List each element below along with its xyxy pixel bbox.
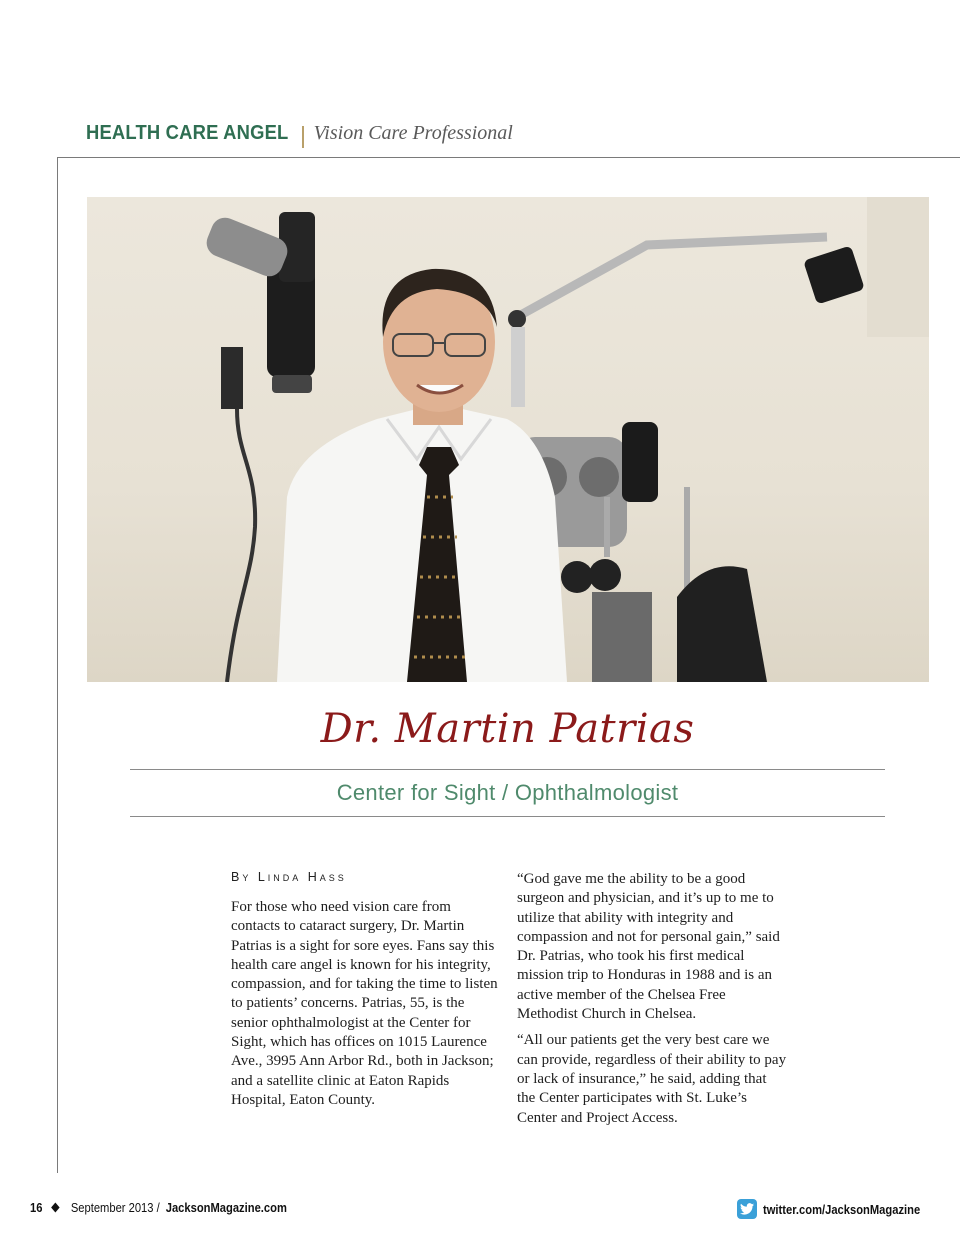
- page-number: 16: [30, 1200, 43, 1215]
- article-subtitle: Center for Sight / Ophthalmologist: [336, 780, 679, 805]
- exam-chair: [677, 566, 767, 682]
- title-rule-bottom: [130, 816, 885, 817]
- article-title: Dr. Martin Patrias: [320, 706, 695, 752]
- title-rule-top: [130, 769, 885, 770]
- paragraph: “All our patients get the very best care we can provide, regardless of their ability to pay or lack of insurance,” he said, adding that the Center participates with St. Luke’s Center and Project Access.: [517, 1032, 787, 1126]
- header-separator: [302, 126, 304, 148]
- photo-illustration: [87, 197, 929, 682]
- instrument-joint: [272, 375, 312, 393]
- footer-left: [30, 1200, 287, 1215]
- section-subtitle: Vision Care Professional: [313, 122, 513, 144]
- slit-lamp-eyepiece-left: [561, 561, 593, 593]
- wall-mount: [221, 347, 243, 409]
- overhead-lamp: [803, 245, 865, 304]
- frame-top-line: [57, 157, 960, 158]
- frame-left-line: [57, 157, 58, 1173]
- phoropter-lens-right: [579, 457, 619, 497]
- arm-post: [511, 327, 525, 407]
- twitter-bird-glyph: [740, 1203, 754, 1215]
- wall-panel: [867, 197, 929, 337]
- instrument-cable: [227, 409, 255, 682]
- article-column-2: [517, 870, 787, 1135]
- article-column-1: [231, 898, 501, 1117]
- twitter-bird-icon[interactable]: [737, 1199, 757, 1219]
- slit-lamp-eyepiece-right: [589, 559, 621, 591]
- paragraph: For those who need vision care from contacts to cataract surgery, Dr. Martin Patrias is a sight for sore eyes. Fans say this health care angel is known for his integrity, compassion, and for taking the time to listen to patients’ concerns. Patrias, 55, is the senior ophthalmologist at the Center for Sight, which has offices on 1015 Laurence Ave., 3995 Ann Arbor Rd., both in Jackson; and a satellite clinic at Eaton Rapids Hospital, Eaton County.: [231, 899, 498, 1108]
- arm-pivot: [508, 310, 526, 328]
- issue-date: September 2013 /: [70, 1200, 160, 1215]
- footer-right: [737, 1199, 946, 1219]
- section-name: HEALTH CARE ANGEL: [86, 122, 289, 144]
- instrument-handle: [267, 267, 315, 377]
- site-link[interactable]: JacksonMagazine.com: [165, 1200, 287, 1215]
- diamond-bullet-icon: [52, 1203, 61, 1213]
- twitter-link[interactable]: twitter.com/JacksonMagazine: [763, 1201, 921, 1217]
- byline: By Linda Hass: [231, 870, 347, 884]
- doctor-portrait-photo: [87, 197, 929, 682]
- section-header: [86, 122, 513, 152]
- overhead-arm: [517, 237, 827, 317]
- slit-lamp-base: [592, 592, 652, 682]
- instrument-scope: [202, 213, 291, 280]
- paragraph: “God gave me the ability to be a good surgeon and physician, and it’s up to me to utilize that ability with integrity and compassion and not for personal gain,” said Dr. Patrias, who took his first medical mission trip to Honduras in 1988 and is an active member of the Chelsea Free Methodist Church in Chelsea.: [517, 871, 780, 1023]
- slit-lamp-tower: [622, 422, 658, 502]
